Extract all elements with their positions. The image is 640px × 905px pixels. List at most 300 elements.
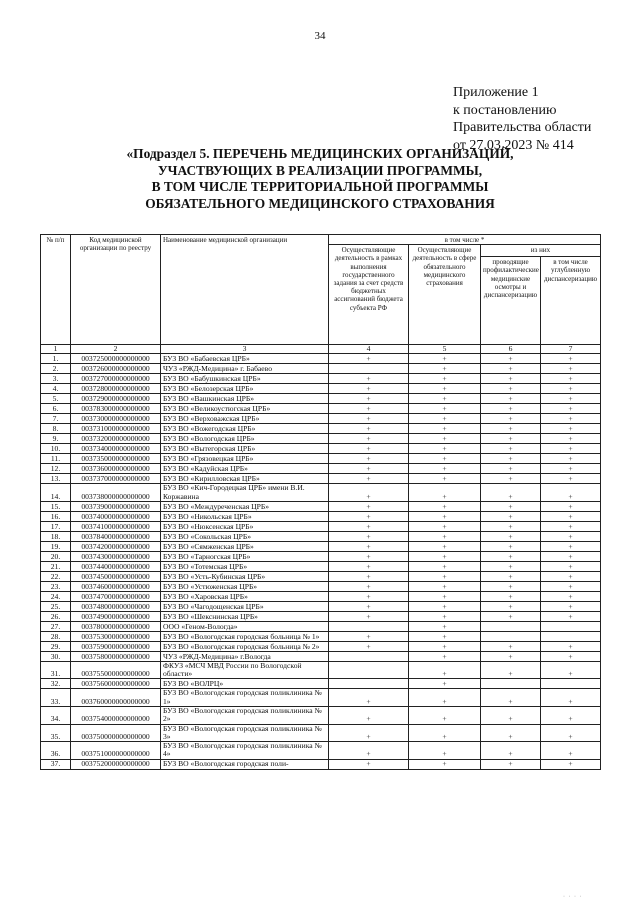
row-number: 27.	[41, 621, 71, 631]
row-oms-mark: +	[409, 591, 481, 601]
row-state-task-mark: +	[329, 474, 409, 484]
row-code: 003748000000000000	[71, 601, 161, 611]
row-code: 003756000000000000	[71, 679, 161, 689]
row-number: 1.	[41, 354, 71, 364]
table-row	[41, 724, 601, 742]
medical-organizations-table	[40, 234, 601, 770]
row-state-task-mark: +	[329, 484, 409, 502]
row-number: 14.	[41, 484, 71, 502]
row-prof-mark: +	[481, 601, 541, 611]
appendix-line: от 27.03.2023 № 414	[453, 137, 574, 153]
row-code: 003784000000000000	[71, 531, 161, 541]
row-name: БУЗ ВО «Вологодская городская поли-	[161, 759, 329, 769]
row-number: 8.	[41, 424, 71, 434]
row-name: БУЗ ВО «Белозерская ЦРБ»	[161, 384, 329, 394]
row-state-task-mark: +	[329, 454, 409, 464]
row-number: 21.	[41, 561, 71, 571]
row-oms-mark: +	[409, 394, 481, 404]
row-disp-mark	[541, 679, 601, 689]
row-code: 003745000000000000	[71, 571, 161, 581]
row-name: БУЗ ВО «Бабаевская ЦРБ»	[161, 354, 329, 364]
row-oms-mark: +	[409, 434, 481, 444]
row-name: БУЗ ВО «Вожегодская ЦРБ»	[161, 424, 329, 434]
row-disp-mark: +	[541, 541, 601, 551]
table-row	[41, 541, 601, 551]
row-name: БУЗ ВО «Кич-Городецкая ЦРБ» имени В.И. Коржавина	[161, 484, 329, 502]
header-name: Наименование медицинской организации	[161, 235, 329, 345]
row-state-task-mark: +	[329, 601, 409, 611]
row-oms-mark: +	[409, 364, 481, 374]
row-disp-mark: +	[541, 394, 601, 404]
row-name: БУЗ ВО «Вологодская городская поликлиника № 3»	[161, 724, 329, 742]
row-name: БУЗ ВО «Нюксенская ЦРБ»	[161, 521, 329, 531]
row-prof-mark: +	[481, 759, 541, 769]
row-prof-mark: +	[481, 354, 541, 364]
table-row	[41, 501, 601, 511]
row-name: БУЗ ВО «ВОЛРЦ»	[161, 679, 329, 689]
row-number: 34.	[41, 706, 71, 724]
heading-line: УЧАСТВУЮЩИХ В РЕАЛИЗАЦИИ ПРОГРАММЫ,	[157, 162, 483, 178]
row-prof-mark: +	[481, 706, 541, 724]
table-row	[41, 521, 601, 531]
row-oms-mark: +	[409, 454, 481, 464]
table-row	[41, 591, 601, 601]
table-row	[41, 384, 601, 394]
row-prof-mark: +	[481, 424, 541, 434]
row-oms-mark: +	[409, 561, 481, 571]
row-number: 5.	[41, 394, 71, 404]
row-code: 003735000000000000	[71, 454, 161, 464]
row-disp-mark: +	[541, 354, 601, 364]
row-prof-mark: +	[481, 689, 541, 707]
row-number: 25.	[41, 601, 71, 611]
row-code: 003753000000000000	[71, 631, 161, 641]
column-index: 6	[481, 345, 541, 354]
column-index: 1	[41, 345, 71, 354]
row-number: 13.	[41, 474, 71, 484]
row-prof-mark: +	[481, 511, 541, 521]
column-index: 2	[71, 345, 161, 354]
row-disp-mark: +	[541, 551, 601, 561]
row-oms-mark: +	[409, 611, 481, 621]
row-name: БУЗ ВО «Усть-Кубинская ЦРБ»	[161, 571, 329, 581]
header-state-task: Осуществляющие деятельность в рамках выполнения государственного задания за счет средств бюджетных ассигнований бюджета субъекта РФ	[329, 245, 409, 345]
row-prof-mark: +	[481, 581, 541, 591]
row-prof-mark: +	[481, 521, 541, 531]
row-number: 4.	[41, 384, 71, 394]
row-number: 20.	[41, 551, 71, 561]
table-row	[41, 641, 601, 651]
row-number: 24.	[41, 591, 71, 601]
row-name: БУЗ ВО «Междуреченская ЦРБ»	[161, 501, 329, 511]
table-row	[41, 651, 601, 661]
table-row	[41, 434, 601, 444]
row-code: 003737000000000000	[71, 474, 161, 484]
row-code: 003758000000000000	[71, 651, 161, 661]
header-num: № п/п	[41, 235, 71, 345]
column-index: 5	[409, 345, 481, 354]
row-oms-mark: +	[409, 621, 481, 631]
row-number: 2.	[41, 364, 71, 374]
row-name: БУЗ ВО «Тотемская ЦРБ»	[161, 561, 329, 571]
row-disp-mark: +	[541, 651, 601, 661]
row-code: 003741000000000000	[71, 521, 161, 531]
row-disp-mark: +	[541, 706, 601, 724]
row-state-task-mark: +	[329, 531, 409, 541]
row-state-task-mark: +	[329, 394, 409, 404]
row-disp-mark: +	[541, 531, 601, 541]
row-prof-mark: +	[481, 641, 541, 651]
heading-line: В ТОМ ЧИСЛЕ ТЕРРИТОРИАЛЬНОЙ ПРОГРАММЫ	[151, 179, 489, 194]
table-row	[41, 484, 601, 502]
row-number: 17.	[41, 521, 71, 531]
row-oms-mark: +	[409, 631, 481, 641]
heading-line: ОБЯЗАТЕЛЬНОГО МЕДИЦИНСКОГО СТРАХОВАНИЯ	[145, 195, 495, 211]
row-number: 7.	[41, 414, 71, 424]
row-disp-mark: +	[541, 384, 601, 394]
row-code: 003744000000000000	[71, 561, 161, 571]
row-number: 22.	[41, 571, 71, 581]
appendix-line: Приложение 1	[453, 85, 539, 100]
row-state-task-mark: +	[329, 689, 409, 707]
row-disp-mark: +	[541, 501, 601, 511]
table-row	[41, 661, 601, 679]
row-number: 12.	[41, 464, 71, 474]
row-name: БУЗ ВО «Вологодская городская поликлиника № 1»	[161, 689, 329, 707]
row-number: 32.	[41, 679, 71, 689]
row-prof-mark: +	[481, 374, 541, 384]
row-state-task-mark: +	[329, 501, 409, 511]
row-number: 35.	[41, 724, 71, 742]
heading-line: «Подраздел 5. ПЕРЕЧЕНЬ МЕДИЦИНСКИХ ОРГАНИЗАЦИЙ,	[126, 146, 514, 161]
row-prof-mark: +	[481, 414, 541, 424]
row-name: БУЗ ВО «Верховажская ЦРБ»	[161, 414, 329, 424]
row-number: 9.	[41, 434, 71, 444]
row-state-task-mark: +	[329, 551, 409, 561]
row-code: 003780000000000000	[71, 621, 161, 631]
row-oms-mark: +	[409, 424, 481, 434]
row-state-task-mark	[329, 661, 409, 679]
row-prof-mark: +	[481, 474, 541, 484]
row-prof-mark: +	[481, 444, 541, 454]
row-prof-mark: +	[481, 591, 541, 601]
row-disp-mark: +	[541, 404, 601, 414]
header-disp: в том числе углубленную диспансеризацию	[541, 257, 601, 345]
row-disp-mark	[541, 621, 601, 631]
row-state-task-mark: +	[329, 742, 409, 760]
table-row	[41, 474, 601, 484]
row-number: 33.	[41, 689, 71, 707]
row-disp-mark: +	[541, 661, 601, 679]
row-number: 23.	[41, 581, 71, 591]
row-prof-mark	[481, 631, 541, 641]
row-number: 18.	[41, 531, 71, 541]
table-row	[41, 679, 601, 689]
table-row	[41, 689, 601, 707]
row-state-task-mark: +	[329, 724, 409, 742]
row-code: 003760000000000000	[71, 689, 161, 707]
row-oms-mark: +	[409, 661, 481, 679]
row-disp-mark: +	[541, 724, 601, 742]
row-state-task-mark: +	[329, 561, 409, 571]
row-disp-mark: +	[541, 374, 601, 384]
row-prof-mark: +	[481, 561, 541, 571]
row-oms-mark: +	[409, 444, 481, 454]
row-number: 3.	[41, 374, 71, 384]
table-row	[41, 706, 601, 724]
row-prof-mark: +	[481, 501, 541, 511]
column-index: 4	[329, 345, 409, 354]
row-oms-mark: +	[409, 501, 481, 511]
row-oms-mark: +	[409, 354, 481, 364]
row-number: 19.	[41, 541, 71, 551]
table-row	[41, 611, 601, 621]
row-code: 003729000000000000	[71, 394, 161, 404]
row-state-task-mark: +	[329, 759, 409, 769]
table-row	[41, 444, 601, 454]
row-disp-mark: +	[541, 611, 601, 621]
row-code: 003739000000000000	[71, 501, 161, 511]
row-state-task-mark: +	[329, 384, 409, 394]
row-disp-mark: +	[541, 591, 601, 601]
row-name: БУЗ ВО «Великоустюгская ЦРБ»	[161, 404, 329, 414]
row-oms-mark: +	[409, 601, 481, 611]
table-row	[41, 742, 601, 760]
table-row	[41, 424, 601, 434]
row-oms-mark: +	[409, 581, 481, 591]
row-prof-mark	[481, 621, 541, 631]
row-prof-mark	[481, 679, 541, 689]
row-number: 30.	[41, 651, 71, 661]
table-row	[41, 404, 601, 414]
row-prof-mark: +	[481, 651, 541, 661]
row-disp-mark: +	[541, 364, 601, 374]
page-number: 34	[314, 30, 326, 42]
row-code: 003755000000000000	[71, 661, 161, 679]
row-name: БУЗ ВО «Устюженская ЦРБ»	[161, 581, 329, 591]
row-code: 003752000000000000	[71, 759, 161, 769]
column-index-row	[41, 345, 601, 354]
row-number: 36.	[41, 742, 71, 760]
row-code: 003732000000000000	[71, 434, 161, 444]
row-number: 6.	[41, 404, 71, 414]
row-state-task-mark: +	[329, 706, 409, 724]
row-oms-mark: +	[409, 706, 481, 724]
row-state-task-mark	[329, 679, 409, 689]
row-code: 003730000000000000	[71, 414, 161, 424]
row-state-task-mark: +	[329, 611, 409, 621]
table-row	[41, 601, 601, 611]
row-disp-mark: +	[541, 571, 601, 581]
column-index: 3	[161, 345, 329, 354]
row-oms-mark: +	[409, 374, 481, 384]
scan-footer-mark: · · · ·	[563, 894, 583, 900]
row-state-task-mark	[329, 651, 409, 661]
row-prof-mark: +	[481, 484, 541, 502]
row-code: 003727000000000000	[71, 374, 161, 384]
table-row	[41, 571, 601, 581]
row-number: 29.	[41, 641, 71, 651]
table-row	[41, 364, 601, 374]
row-state-task-mark: +	[329, 581, 409, 591]
row-state-task-mark: +	[329, 511, 409, 521]
row-state-task-mark: +	[329, 464, 409, 474]
row-name: БУЗ ВО «Вологодская городская больница № 1»	[161, 631, 329, 641]
table-row	[41, 394, 601, 404]
row-code: 003736000000000000	[71, 464, 161, 474]
row-oms-mark: +	[409, 384, 481, 394]
row-name: ЧУЗ «РЖД-Медицина» г. Бабаево	[161, 364, 329, 374]
row-name: БУЗ ВО «Вологодская городская поликлиника № 4»	[161, 742, 329, 760]
row-disp-mark: +	[541, 444, 601, 454]
row-prof-mark: +	[481, 404, 541, 414]
appendix-line: Правительства области	[453, 120, 592, 135]
row-name: БУЗ ВО «Харовская ЦРБ»	[161, 591, 329, 601]
table-row	[41, 354, 601, 364]
row-oms-mark: +	[409, 511, 481, 521]
row-disp-mark: +	[541, 484, 601, 502]
row-prof-mark: +	[481, 724, 541, 742]
row-code: 003754000000000000	[71, 706, 161, 724]
row-name: БУЗ ВО «Никольская ЦРБ»	[161, 511, 329, 521]
table-row	[41, 511, 601, 521]
table-row	[41, 374, 601, 384]
row-code: 003747000000000000	[71, 591, 161, 601]
row-code: 003750000000000000	[71, 724, 161, 742]
row-prof-mark: +	[481, 742, 541, 760]
row-disp-mark: +	[541, 464, 601, 474]
row-oms-mark: +	[409, 531, 481, 541]
row-name: БУЗ ВО «Шекснинская ЦРБ»	[161, 611, 329, 621]
header-of-them: из них	[481, 245, 601, 257]
row-oms-mark: +	[409, 571, 481, 581]
row-code: 003759000000000000	[71, 641, 161, 651]
row-oms-mark: +	[409, 474, 481, 484]
row-code: 003734000000000000	[71, 444, 161, 454]
row-name: БУЗ ВО «Сямженская ЦРБ»	[161, 541, 329, 551]
row-disp-mark: +	[541, 434, 601, 444]
row-disp-mark: +	[541, 561, 601, 571]
table-row	[41, 551, 601, 561]
row-prof-mark: +	[481, 661, 541, 679]
row-disp-mark: +	[541, 641, 601, 651]
row-name: БУЗ ВО «Вашкинская ЦРБ»	[161, 394, 329, 404]
row-disp-mark: +	[541, 581, 601, 591]
row-disp-mark: +	[541, 511, 601, 521]
row-name: БУЗ ВО «Грязовецкая ЦРБ»	[161, 454, 329, 464]
row-state-task-mark: +	[329, 571, 409, 581]
row-code: 003725000000000000	[71, 354, 161, 364]
table-row	[41, 631, 601, 641]
row-number: 26.	[41, 611, 71, 621]
row-disp-mark: +	[541, 474, 601, 484]
row-oms-mark: +	[409, 484, 481, 502]
row-state-task-mark: +	[329, 641, 409, 651]
section-heading	[40, 146, 600, 212]
row-name: БУЗ ВО «Вытегорская ЦРБ»	[161, 444, 329, 454]
row-prof-mark: +	[481, 611, 541, 621]
row-name: БУЗ ВО «Сокольская ЦРБ»	[161, 531, 329, 541]
row-state-task-mark: +	[329, 631, 409, 641]
table-row	[41, 531, 601, 541]
row-number: 11.	[41, 454, 71, 464]
row-name: БУЗ ВО «Тарногская ЦРБ»	[161, 551, 329, 561]
column-index: 7	[541, 345, 601, 354]
row-number: 28.	[41, 631, 71, 641]
row-state-task-mark: +	[329, 354, 409, 364]
table-row	[41, 414, 601, 424]
row-prof-mark: +	[481, 394, 541, 404]
row-disp-mark	[541, 631, 601, 641]
row-code: 003731000000000000	[71, 424, 161, 434]
row-oms-mark: +	[409, 404, 481, 414]
row-disp-mark: +	[541, 414, 601, 424]
row-code: 003751000000000000	[71, 742, 161, 760]
row-state-task-mark: +	[329, 591, 409, 601]
row-name: ЧУЗ «РЖД-Медицина» г.Вологда	[161, 651, 329, 661]
row-oms-mark: +	[409, 759, 481, 769]
row-prof-mark: +	[481, 551, 541, 561]
row-oms-mark: +	[409, 742, 481, 760]
row-prof-mark: +	[481, 464, 541, 474]
row-oms-mark: +	[409, 689, 481, 707]
row-prof-mark: +	[481, 531, 541, 541]
row-code: 003749000000000000	[71, 611, 161, 621]
row-name: БУЗ ВО «Кадуйская ЦРБ»	[161, 464, 329, 474]
row-oms-mark: +	[409, 551, 481, 561]
row-state-task-mark: +	[329, 541, 409, 551]
row-disp-mark: +	[541, 424, 601, 434]
row-code: 003746000000000000	[71, 581, 161, 591]
row-number: 10.	[41, 444, 71, 454]
row-prof-mark: +	[481, 384, 541, 394]
row-name: БУЗ ВО «Чагодощенская ЦРБ»	[161, 601, 329, 611]
header-code: Код медицинской организации по реестру	[71, 235, 161, 345]
table-row	[41, 581, 601, 591]
row-number: 37.	[41, 759, 71, 769]
row-code: 003738000000000000	[71, 484, 161, 502]
row-disp-mark: +	[541, 759, 601, 769]
row-name: БУЗ ВО «Бабушкинская ЦРБ»	[161, 374, 329, 384]
row-code: 003726000000000000	[71, 364, 161, 374]
row-prof-mark: +	[481, 364, 541, 374]
row-state-task-mark: +	[329, 434, 409, 444]
table-row	[41, 454, 601, 464]
row-code: 003743000000000000	[71, 551, 161, 561]
row-prof-mark: +	[481, 434, 541, 444]
row-state-task-mark: +	[329, 424, 409, 434]
row-code: 003783000000000000	[71, 404, 161, 414]
row-prof-mark: +	[481, 541, 541, 551]
row-state-task-mark: +	[329, 444, 409, 454]
row-name: БУЗ ВО «Вологодская городская больница № 2»	[161, 641, 329, 651]
row-state-task-mark: +	[329, 404, 409, 414]
row-name: ООО «Геном-Вологда»	[161, 621, 329, 631]
row-name: БУЗ ВО «Вологодская городская поликлиника № 2»	[161, 706, 329, 724]
row-number: 15.	[41, 501, 71, 511]
row-prof-mark: +	[481, 454, 541, 464]
row-oms-mark: +	[409, 724, 481, 742]
appendix-line: к постановлению	[453, 102, 557, 118]
row-number: 31.	[41, 661, 71, 679]
row-state-task-mark: +	[329, 521, 409, 531]
appendix-note	[453, 84, 591, 154]
row-disp-mark: +	[541, 689, 601, 707]
table-row	[41, 759, 601, 769]
row-disp-mark: +	[541, 521, 601, 531]
row-code: 003742000000000000	[71, 541, 161, 551]
row-oms-mark: +	[409, 464, 481, 474]
